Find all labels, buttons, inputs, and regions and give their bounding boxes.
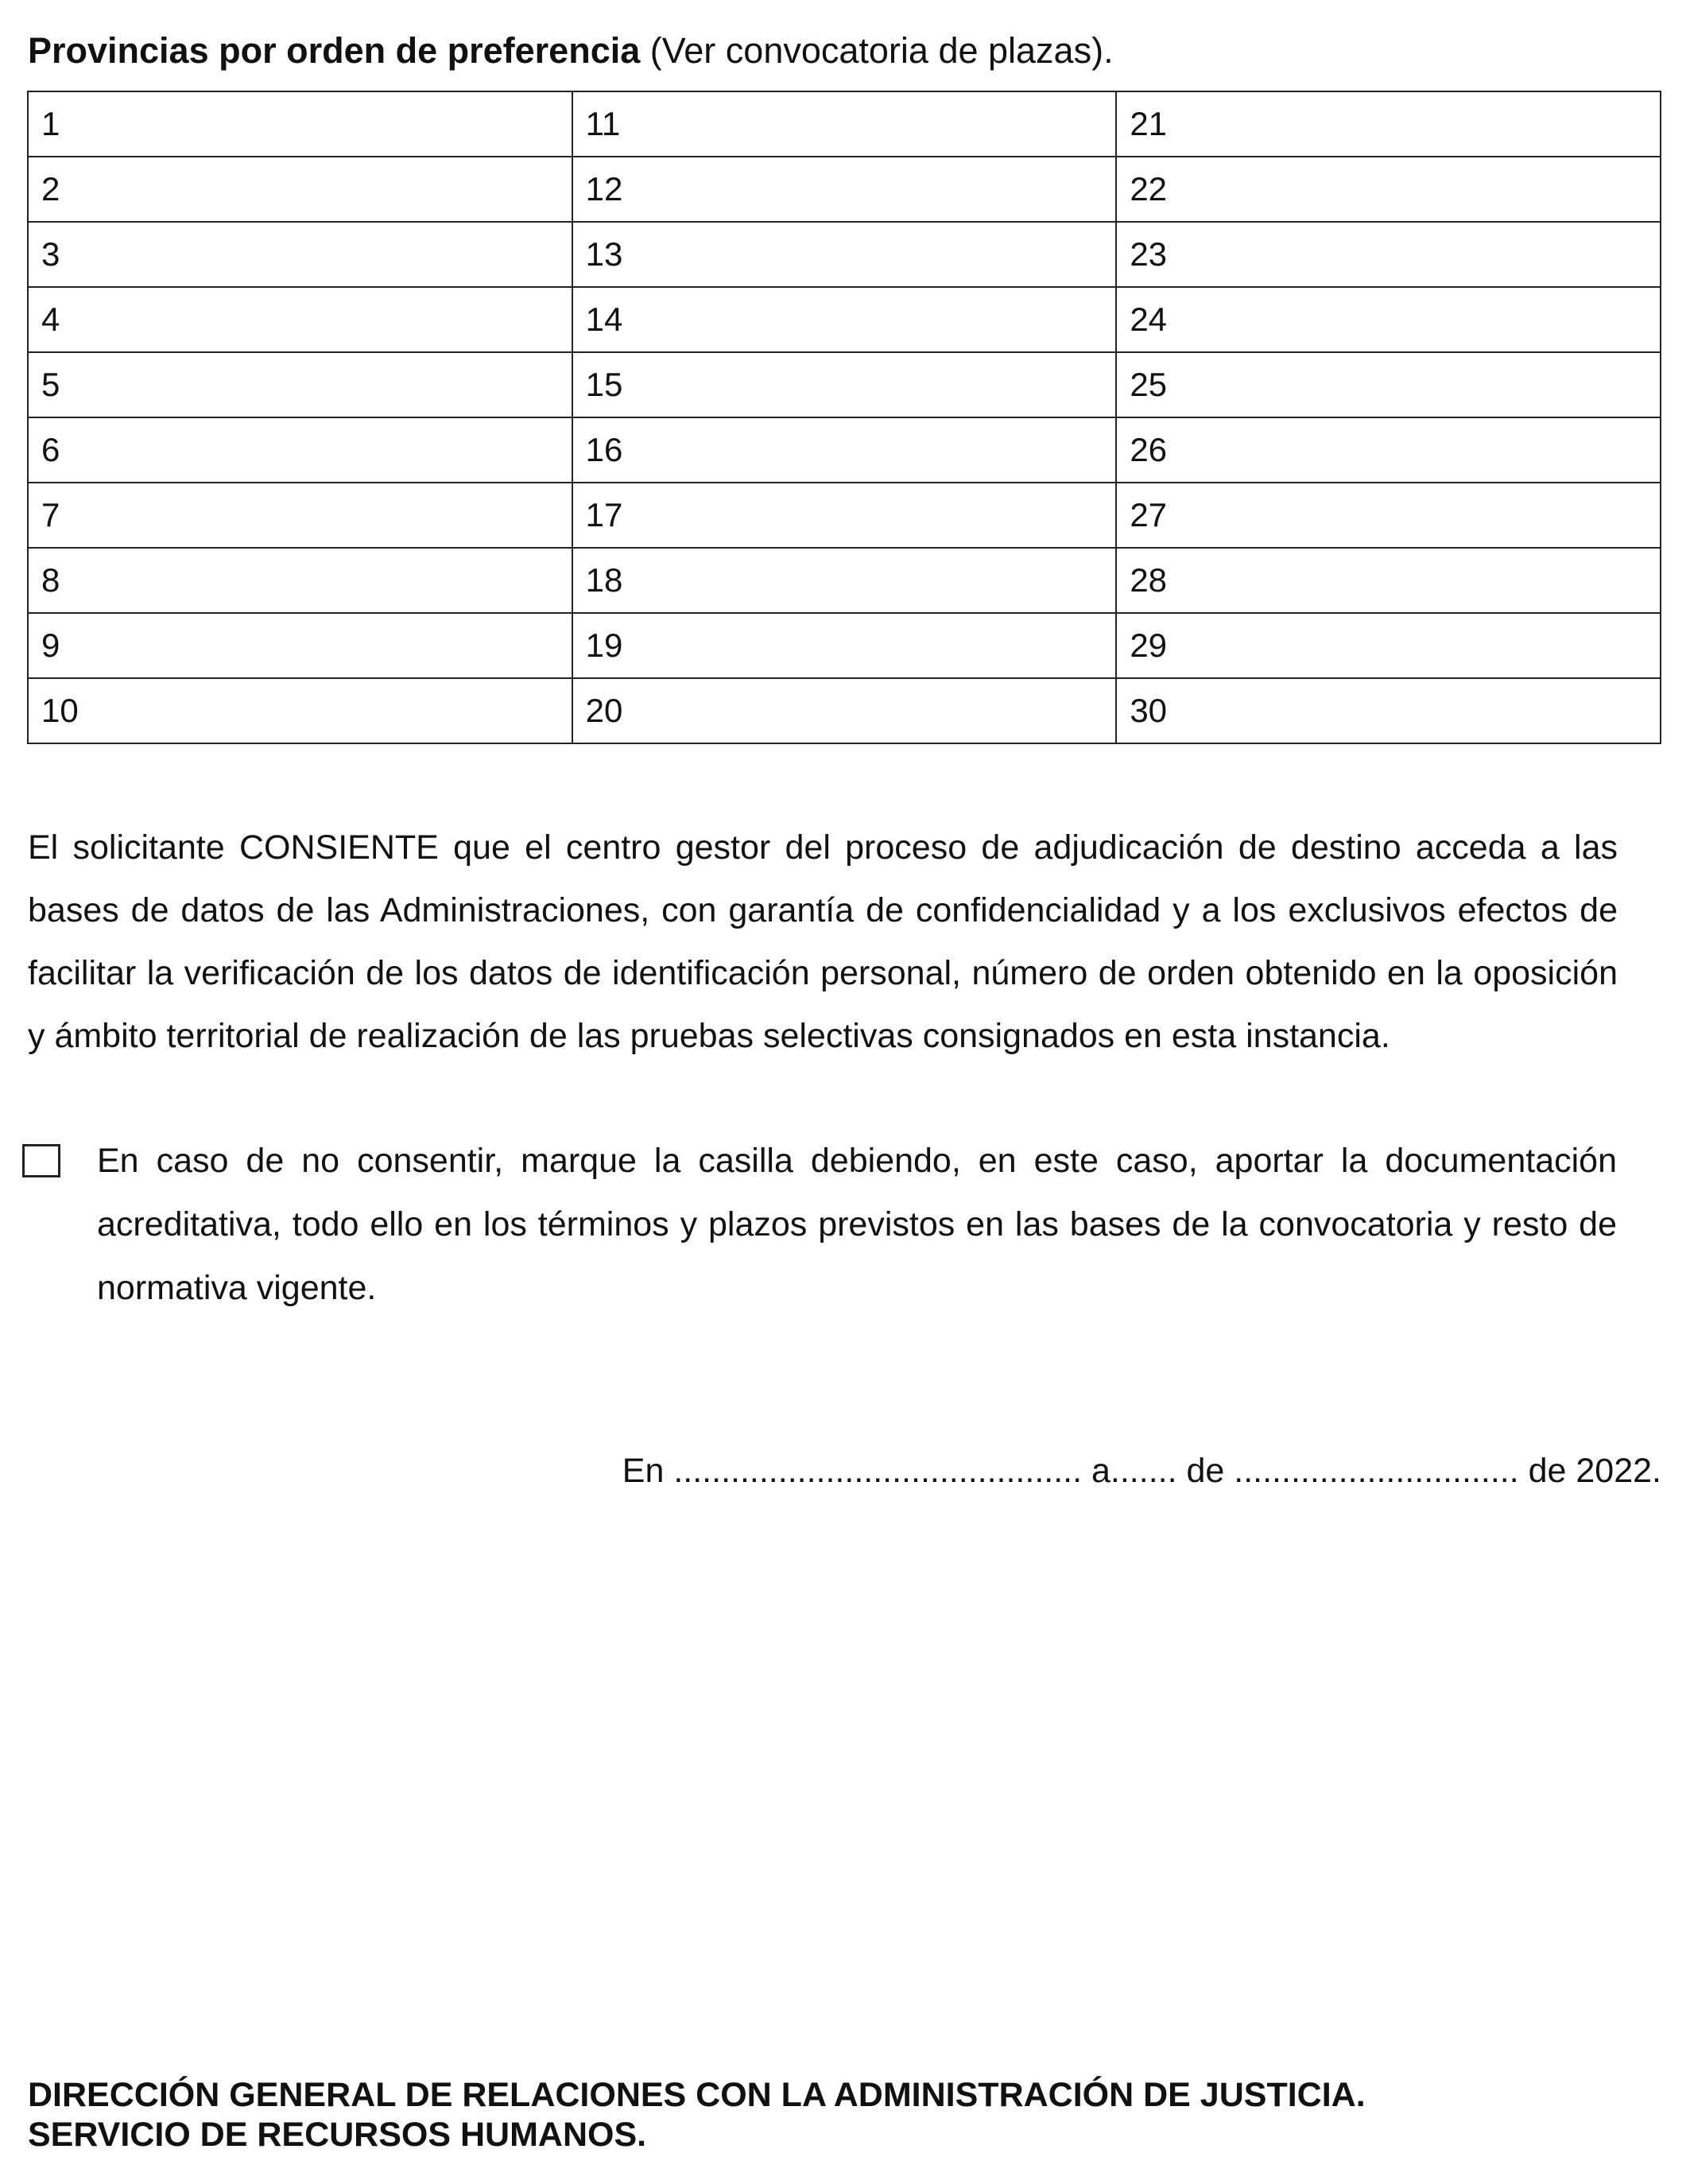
consent-paragraph: El solicitante CONSIENTE que el centro gestor del proceso de adjudicación de destino acceda a las bases de datos de las Administraciones, con garantía de confidencialidad y a los exclusivos efectos de facilitar la verificación de los datos de identificación personal, número de orden obtenido en la oposición y ámbito territorial de realización de las pruebas selectivas consignados en esta instancia. [28,828,1618,1055]
table-row [28,483,1661,548]
preference-cell[interactable]: 1 [28,91,572,157]
preference-cell[interactable]: 19 [572,613,1117,678]
preference-cell[interactable]: 30 [1116,678,1661,743]
table-row [28,157,1661,222]
preference-cell[interactable]: 6 [28,417,572,483]
preference-cell[interactable]: 18 [572,548,1117,613]
preference-cell[interactable]: 22 [1116,157,1661,222]
table-row [28,91,1661,157]
opt-out-checkbox[interactable] [22,1144,60,1177]
table-row [28,548,1661,613]
preference-cell[interactable]: 9 [28,613,572,678]
preference-cell[interactable]: 10 [28,678,572,743]
preference-cell[interactable]: 11 [572,91,1117,157]
table-row [28,222,1661,287]
table-row [28,352,1661,417]
preference-cell[interactable]: 14 [572,287,1117,352]
footer-addressee [28,2075,1366,2155]
section-heading [28,29,1114,73]
preference-cell[interactable]: 28 [1116,548,1661,613]
preference-cell[interactable]: 13 [572,222,1117,287]
preference-cell[interactable]: 2 [28,157,572,222]
footer-line-directorate: DIRECCIÓN GENERAL DE RELACIONES CON LA ADMINISTRACIÓN DE JUSTICIA. [28,2076,1366,2114]
preference-cell[interactable]: 15 [572,352,1117,417]
preference-cell[interactable]: 5 [28,352,572,417]
preference-cell[interactable]: 21 [1116,91,1661,157]
preference-cell[interactable]: 16 [572,417,1117,483]
preference-cell[interactable]: 25 [1116,352,1661,417]
preference-cell[interactable]: 24 [1116,287,1661,352]
province-preference-table [27,91,1661,744]
table-row [28,678,1661,743]
heading-note-text: (Ver convocatoria de plazas). [640,30,1114,71]
preference-cell[interactable]: 27 [1116,483,1661,548]
preference-cell[interactable]: 7 [28,483,572,548]
date-place-line: En ........................................... a....... de .............................. de 2022. [622,1452,1661,1490]
preference-cell[interactable]: 23 [1116,222,1661,287]
preference-cell[interactable]: 3 [28,222,572,287]
preference-cell[interactable]: 4 [28,287,572,352]
table-row [28,417,1661,483]
preference-cell[interactable]: 29 [1116,613,1661,678]
preference-cell[interactable]: 12 [572,157,1117,222]
preference-cell[interactable]: 8 [28,548,572,613]
preference-cell[interactable]: 17 [572,483,1117,548]
heading-bold-text: Provincias por orden de preferencia [28,30,641,71]
opt-out-text: En caso de no consentir, marque la casilla debiendo, en este caso, aportar la documentación acreditativa, todo ello en los términos y plazos previstos en las bases de la convocatoria y resto de normativa vigente. [97,1142,1617,1307]
preference-cell[interactable]: 20 [572,678,1117,743]
preference-cell[interactable]: 26 [1116,417,1661,483]
table-row [28,287,1661,352]
footer-line-service: SERVICIO DE RECURSOS HUMANOS. [28,2116,647,2154]
table-row [28,613,1661,678]
